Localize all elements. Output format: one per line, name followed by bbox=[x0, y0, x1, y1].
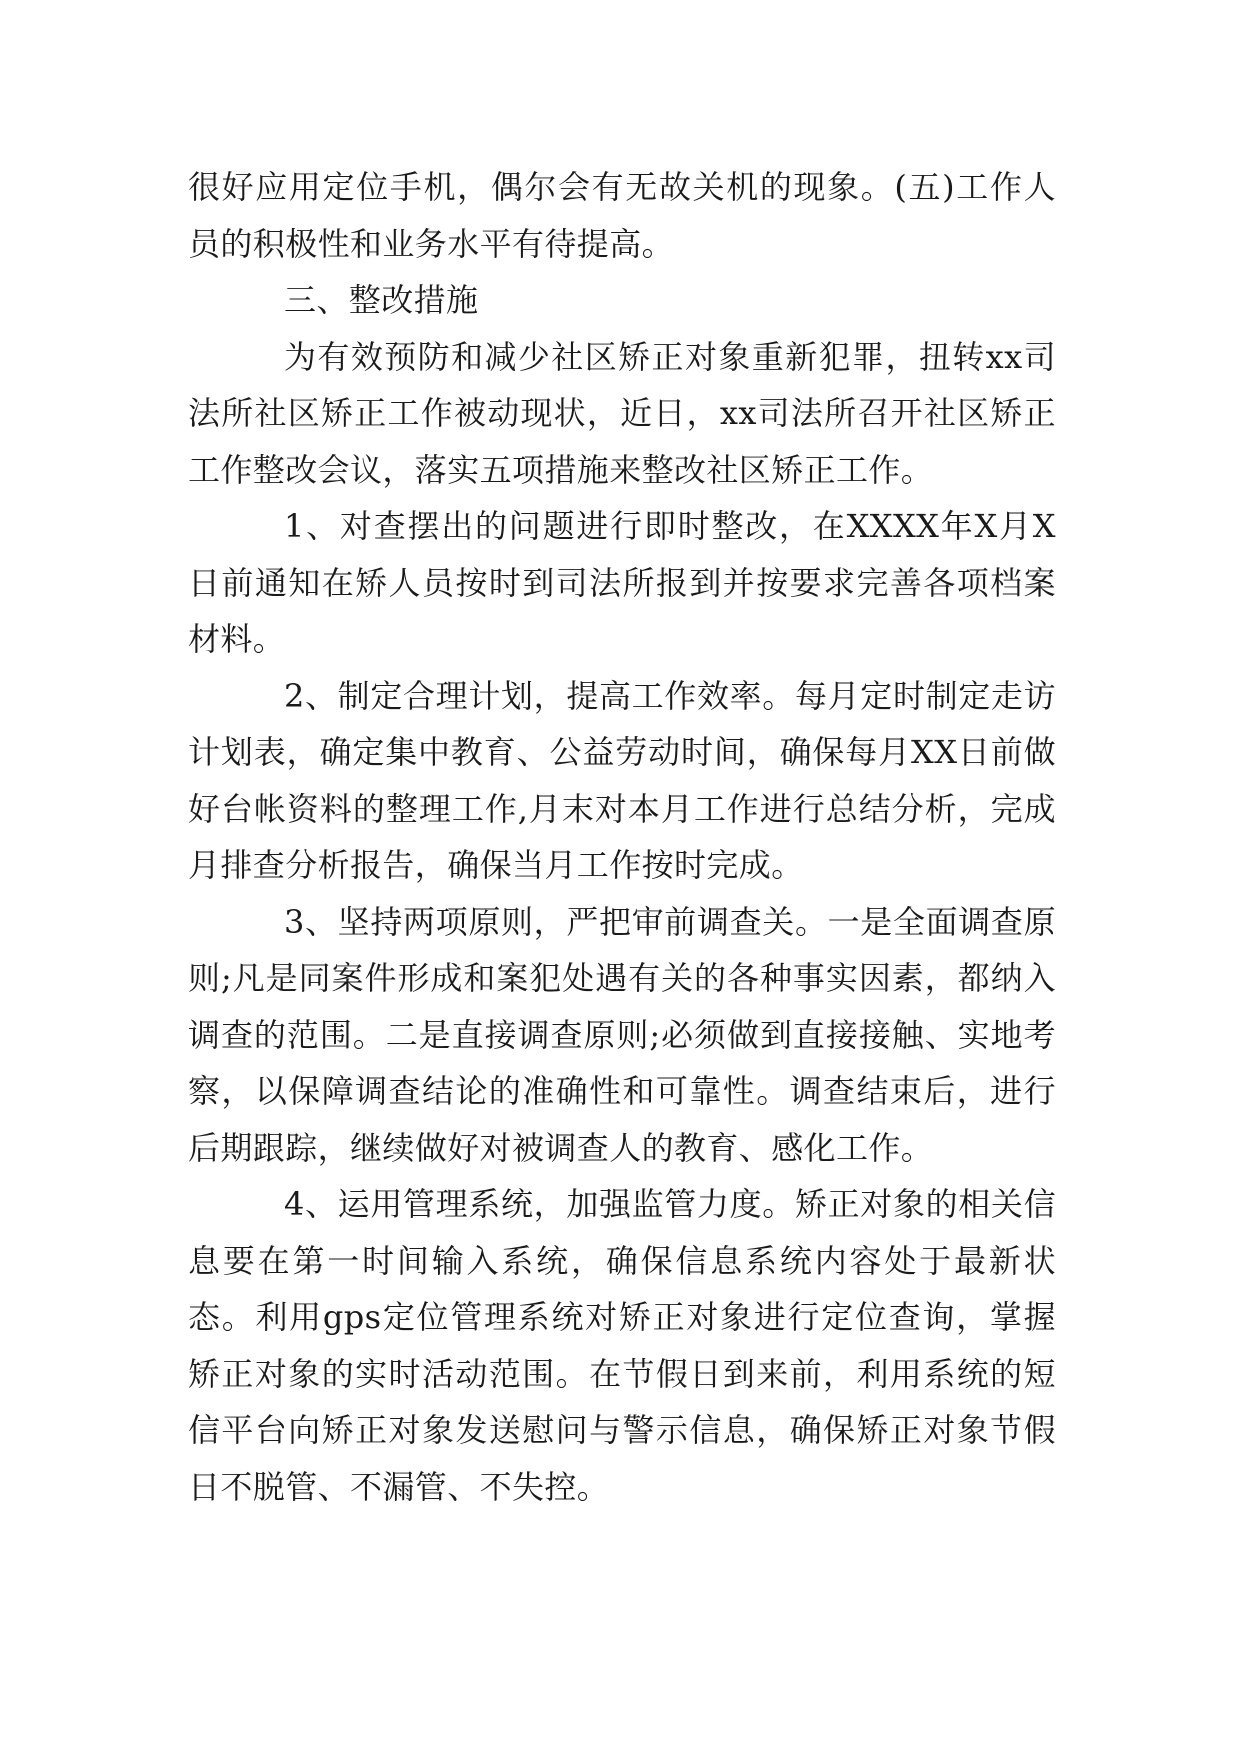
section-heading-rectification: 三、整改措施 bbox=[284, 281, 479, 319]
paragraph-continuation: 很好应用定位手机，偶尔会有无故关机的现象。(五)工作人员的积极性和业务水平有待提高。 bbox=[188, 168, 1056, 263]
paragraph-measure-3: 3、坚持两项原则，严把审前调查关。一是全面调查原则;凡是同案件形成和案犯处遇有关的各种事实因素，都纳入调查的范围。二是直接调查原则;必须做到直接接触、实地考察，以保障调查结论的准确性和可靠性。调查结束后，进行后期跟踪，继续做好对被调查人的教育、感化工作。 bbox=[188, 902, 1056, 1167]
paragraph-intro: 为有效预防和减少社区矫正对象重新犯罪，扭转xx司法所社区矫正工作被动现状，近日，xx司法所召开社区矫正工作整改会议，落实五项措施来整改社区矫正工作。 bbox=[188, 337, 1056, 489]
document-body bbox=[188, 159, 1056, 1515]
paragraph-measure-2: 2、制定合理计划，提高工作效率。每月定时制定走访计划表，确定集中教育、公益劳动时间，确保每月XX日前做好台帐资料的整理工作,月末对本月工作进行总结分析，完成月排查分析报告，确保当月工作按时完成。 bbox=[188, 676, 1056, 884]
paragraph-measure-1: 1、对查摆出的问题进行即时整改，在XXXX年X月X日前通知在矫人员按时到司法所报到并按要求完善各项档案材料。 bbox=[188, 507, 1056, 658]
paragraph-measure-4: 4、运用管理系统，加强监管力度。矫正对象的相关信息要在第一时间输入系统，确保信息系统内容处于最新状态。利用gps定位管理系统对矫正对象进行定位查询，掌握矫正对象的实时活动范围。在节假日到来前，利用系统的短信平台向矫正对象发送慰问与警示信息，确保矫正对象节假日不脱管、不漏管、不失控。 bbox=[188, 1185, 1056, 1506]
